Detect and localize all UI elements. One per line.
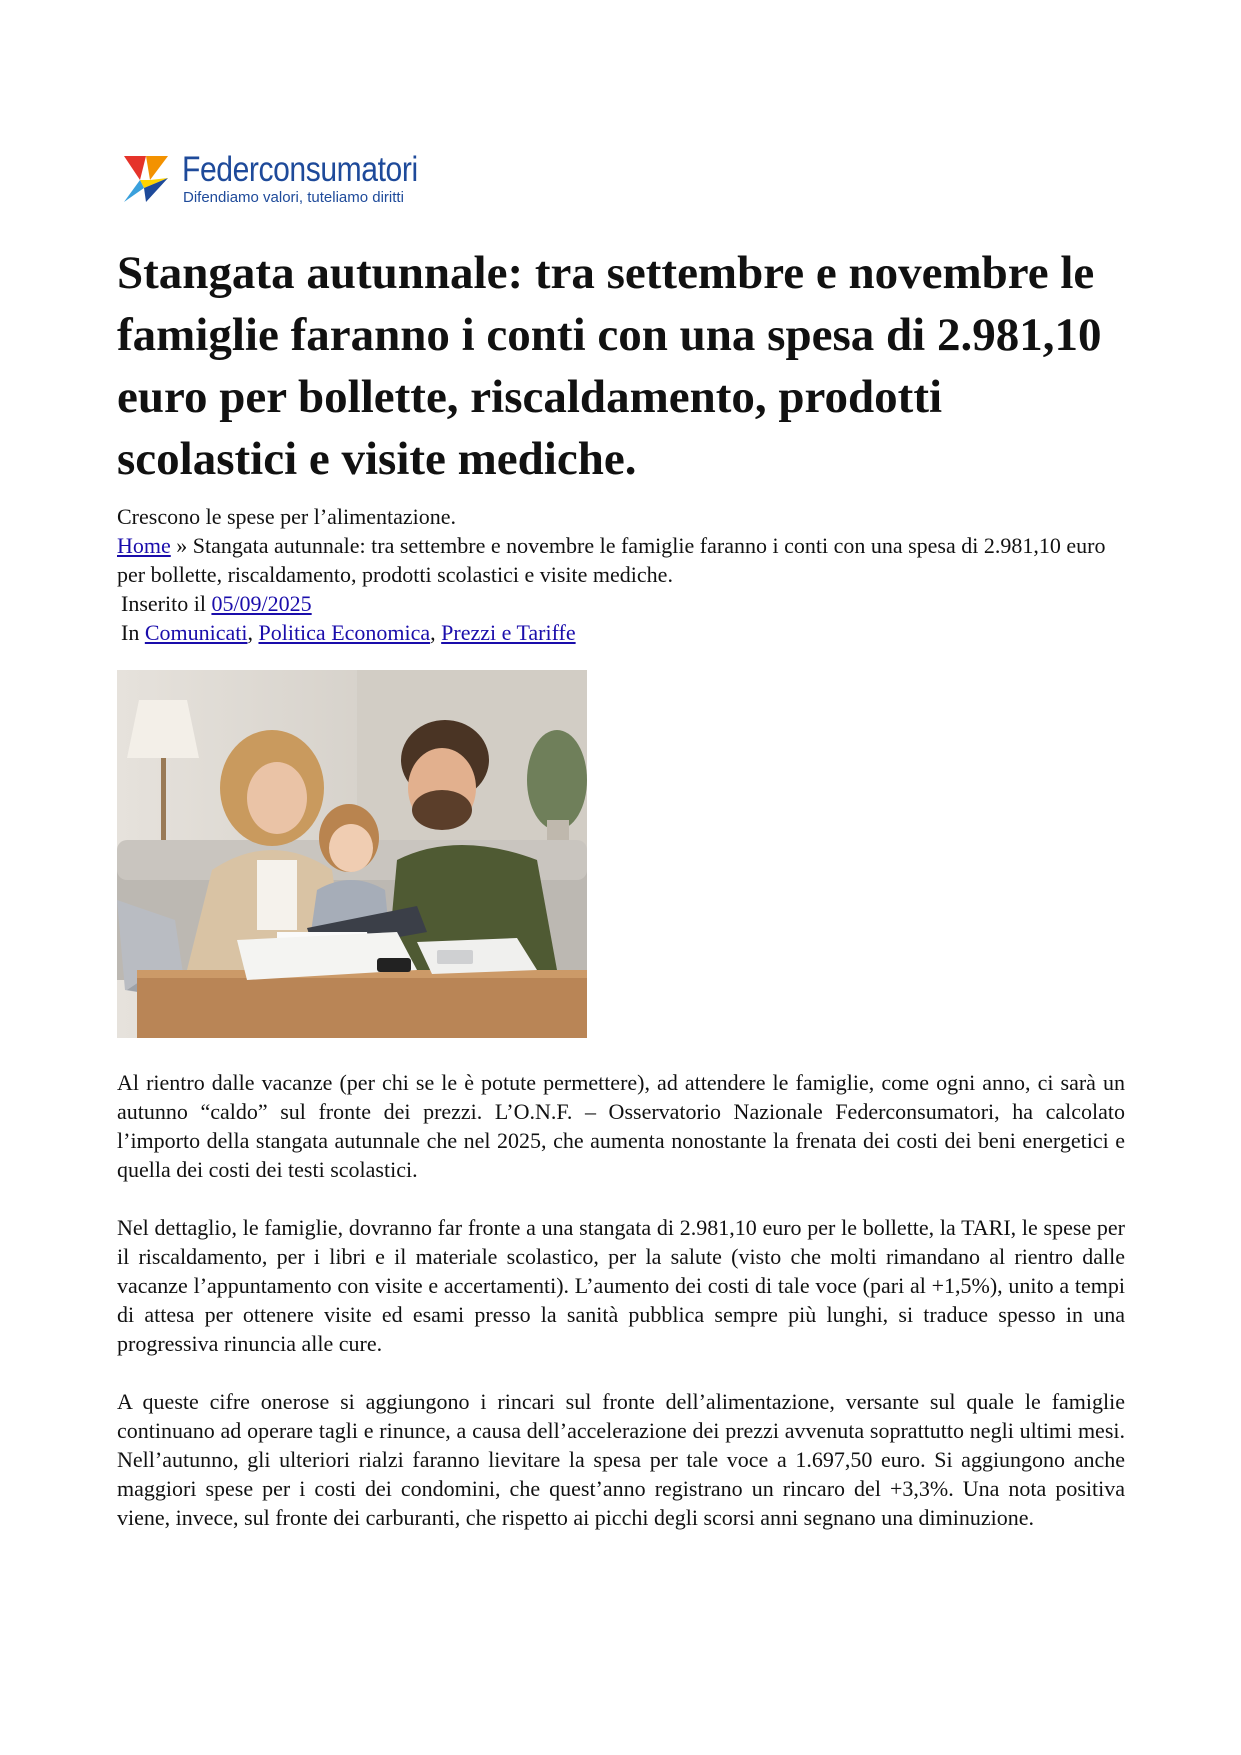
posted-date-link[interactable]: 05/09/2025 — [211, 591, 312, 616]
category-link-comunicati[interactable]: Comunicati — [144, 620, 248, 645]
categories-label: In — [121, 620, 145, 645]
federconsumatori-logo-icon — [124, 154, 170, 204]
article-subtitle: Crescono le spese per l’alimentazione. — [117, 504, 457, 529]
posted-label: Inserito il — [121, 591, 212, 616]
family-reviewing-bills-photo-icon — [117, 670, 587, 1038]
article-body — [117, 1068, 1125, 1561]
brand-tagline: Difendiamo valori, tuteliamo diritti — [183, 189, 404, 206]
article-paragraph: Al rientro dalle vacanze (per chi se le è potute permettere), ad attendere le famiglie, come ogni anno, ci sarà un autunno “caldo” sul fronte dei prezzi. L’O.N.F. – Osservatorio Nazionale Federconsumatori, ha calcolato l’importo della stangata autunnale che nel 2025, che aumenta nonostante la frenata dei costi dei beni energetici e quella dei costi dei testi scolastici. — [117, 1070, 1125, 1182]
breadcrumb-separator: » — [170, 533, 193, 558]
article-paragraph: A queste cifre onerose si aggiungono i rincari sul fronte dell’alimentazione, versante sul quale le famiglie continuano ad operare tagli e rinunce, a causa dell’accelerazione dei prezzi avvenuta soprattutto negli ultimi mesi. Nell’autunno, gli ulteriori rialzi faranno lievitare la spesa per tale voce a 1.697,50 euro. Si aggiungono anche maggiori spese per i costi dei condomini, che quest’anno registrano un rincaro del +3,3%. Una nota positiva viene, invece, sul fronte dei carburanti, che rispetto ai picchi degli scorsi anni segnano una diminuzione. — [117, 1389, 1125, 1530]
brand-logo[interactable] — [124, 150, 424, 210]
category-separator: , — [430, 620, 442, 645]
article-title: Stangata autunnale: tra settembre e novembre le famiglie faranno i conti con una spesa di 2.981,10 euro per bollette, riscaldamento, prodotti scolastici e visite mediche. — [117, 247, 1102, 485]
article-paragraph: Nel dettaglio, le famiglie, dovranno far fronte a una stangata di 2.981,10 euro per le bollette, la TARI, le spese per il riscaldamento, per i libri e il materiale scolastico, per la salute (visto che molti rimandano al rientro dalle vacanze l’appuntamento con visite e accertamenti). L’aumento dei costi di tale voce (pari al +1,5%), unito a tempi di attesa per ottenere visite ed esami presso la sanità pubblica sempre più lunghi, si traduce spesso in una progressiva rinuncia alle cure. — [117, 1215, 1125, 1356]
breadcrumb-home-link[interactable]: Home — [117, 533, 171, 558]
article-image — [117, 670, 587, 1038]
categories-line — [117, 618, 1127, 647]
category-separator: , — [247, 620, 259, 645]
posted-date-line — [117, 589, 1127, 618]
category-link-politica-economica[interactable]: Politica Economica — [258, 620, 431, 645]
brand-name: Federconsumatori — [182, 150, 418, 189]
breadcrumb-current: Stangata autunnale: tra settembre e novembre le famiglie faranno i conti con una spesa di 2.981,10 euro per bollette, riscaldamento, prodotti scolastici e visite mediche. — [117, 533, 1106, 587]
article-meta — [117, 502, 1127, 647]
breadcrumb — [117, 531, 1127, 589]
category-link-prezzi-tariffe[interactable]: Prezzi e Tariffe — [441, 620, 576, 645]
